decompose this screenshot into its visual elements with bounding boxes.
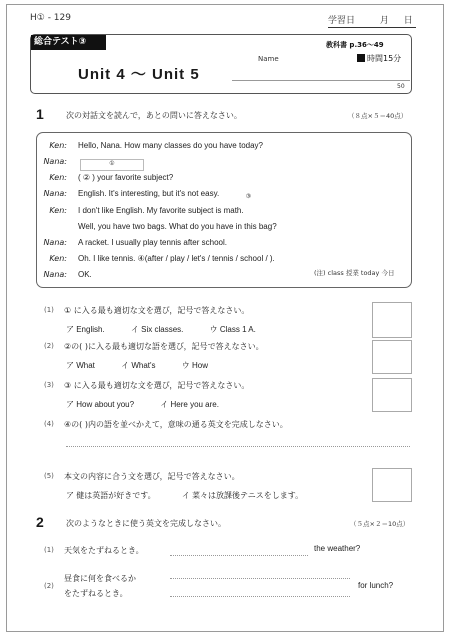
sentence-suffix: the weather? [314, 544, 361, 553]
date-label: 学習日 [328, 16, 356, 26]
question-text: 天気をたずねるとき。 [64, 546, 144, 555]
total-score: 50 [397, 83, 405, 90]
name-label: Name [258, 55, 279, 63]
test-title-badge: 総合テスト③ [31, 35, 106, 50]
section-2-points: （５点×２＝10点） [350, 520, 410, 528]
choice: イ What's [121, 361, 156, 370]
choice: イ 菜々は放課後テニスをします。 [181, 491, 304, 500]
speaker-label: Nana: [43, 238, 67, 247]
answer-line-q4[interactable] [66, 446, 410, 447]
choices [66, 399, 243, 410]
blank-1-mark: ① [109, 161, 115, 167]
month-label: 月 [379, 16, 389, 26]
dialogue-line: OK. [78, 270, 92, 279]
question-text: ②の( )に入る最も適切な語を選び，記号で答えなさい。 [64, 342, 264, 351]
blank-1[interactable] [80, 159, 144, 171]
dialogue-text: English. It's interesting, but it's not easy. [78, 189, 220, 198]
choice: ア How about you? [66, 400, 135, 409]
dialogue-line: Well, you have two bags. What do you have in this bag? [78, 222, 277, 231]
speaker-label: Nana: [43, 189, 67, 198]
question-text-line2: をたずねるとき。 [64, 589, 128, 598]
worksheet-code: H① - 129 [30, 13, 71, 23]
study-date-field[interactable] [328, 13, 416, 28]
question-text: ③ に入る最も適切な文を選び，記号で答えなさい。 [64, 381, 250, 390]
choices [66, 324, 280, 335]
question-number: (1) [44, 306, 54, 314]
section-2-instruction: 次のようなときに使う英文を完成しなさい。 [66, 519, 226, 528]
time-limit [357, 53, 401, 64]
question-text: 本文の内容に合う文を選び，記号で答えなさい。 [64, 472, 240, 481]
speaker-label: Ken: [49, 141, 67, 150]
speaker-label: Nana: [43, 157, 67, 166]
answer-box-q2[interactable] [372, 340, 412, 374]
speaker-label: Ken: [49, 206, 67, 215]
answer-box-q5[interactable] [372, 468, 412, 502]
name-field[interactable] [232, 80, 410, 81]
question-number: (1) [44, 546, 54, 554]
speaker-label: Nana: [43, 270, 67, 279]
question-text-line1: 昼食に何を食べるか [64, 574, 136, 583]
question-number: (3) [44, 381, 54, 389]
choices [66, 360, 232, 371]
dialogue-line [78, 189, 273, 203]
choice: ウ How [181, 361, 209, 370]
question-number: (2) [44, 582, 54, 590]
choice: ア English. [66, 325, 105, 334]
answer-line-s2q1[interactable] [170, 555, 308, 556]
question-text: ① に入る最も適切な文を選び，記号で答えなさい。 [64, 306, 250, 315]
section-1-instruction: 次の対話文を読んで，あとの問いに答えなさい。 [66, 111, 242, 120]
choice: ウ Class 1 A. [209, 325, 256, 334]
textbook-pages: 教科書 p.36〜49 [326, 41, 384, 49]
answer-box-q3[interactable] [372, 378, 412, 412]
time-limit-text: 時間15分 [367, 54, 402, 63]
dialogue-line [78, 156, 144, 171]
dialogue-line: I don't like English. My favorite subject is math. [78, 206, 244, 215]
answer-box-q1[interactable] [372, 302, 412, 338]
choices [66, 490, 327, 501]
speaker-label: Ken: [49, 254, 67, 263]
blank-3-mark: ③ [245, 194, 252, 200]
answer-line-s2q2b[interactable] [170, 596, 350, 597]
dialogue-line: A racket. I usually play tennis after school. [78, 238, 227, 247]
question-number: (2) [44, 342, 54, 350]
section-2-number: 2 [36, 514, 44, 530]
speaker-label: Ken: [49, 173, 67, 182]
answer-line-s2q2a[interactable] [170, 578, 350, 579]
dialogue-line: Hello, Nana. How many classes do you have today? [78, 141, 263, 150]
question-number: (4) [44, 420, 54, 428]
section-1-number: 1 [36, 106, 44, 122]
question-number: (5) [44, 472, 54, 480]
vocabulary-note: (注) class 授業 today 今日 [314, 269, 395, 277]
blank-3[interactable] [223, 193, 273, 203]
day-label: 日 [403, 16, 413, 26]
choice: ア 健は英語が好きです。 [66, 491, 156, 500]
choice: ア What [66, 361, 95, 370]
dialogue-line: Oh. I like tennis. ④(after / play / let's / tennis / school / ). [78, 254, 275, 263]
question-text: ④の( )内の語を並べかえて，意味の通る英文を完成しなさい。 [64, 420, 288, 429]
sentence-suffix: for lunch? [358, 581, 394, 590]
square-icon [357, 54, 365, 62]
dialogue-line: ( ② ) your favorite subject? [78, 173, 174, 182]
choice: イ Six classes. [130, 325, 184, 334]
choice: イ Here you are. [160, 400, 219, 409]
unit-title: Unit 4 〜 Unit 5 [78, 66, 200, 83]
section-1-points: （８点×５＝40点） [348, 112, 408, 120]
